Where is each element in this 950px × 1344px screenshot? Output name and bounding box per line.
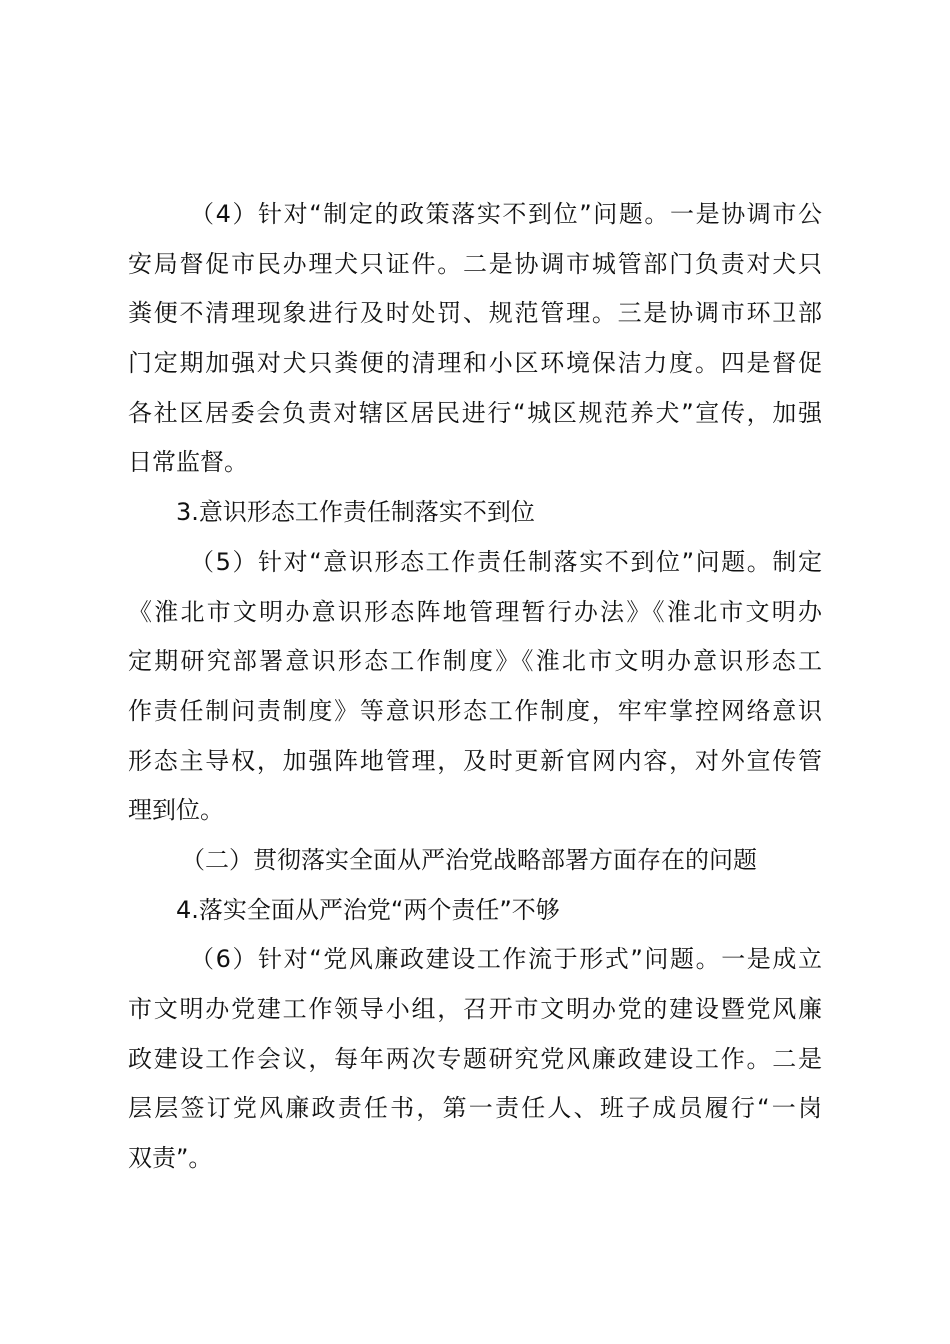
text-line: 门定期加强对犬只粪便的清理和小区环境保洁力度。四是督促 xyxy=(128,349,822,378)
text-line: 双责”。 xyxy=(128,1144,213,1173)
text-line: 市文明办党建工作领导小组，召开市文明办党的建设暨党风廉 xyxy=(128,995,822,1023)
text-line: 《淮北市文明办意识形态阵地管理暂行办法》《淮北市文明办 xyxy=(128,597,822,626)
section-heading-3 xyxy=(128,492,822,542)
text-line: 定期研究部署意识形态工作制度》《淮北市文明办意识形态工 xyxy=(128,647,822,676)
text-line: 日常监督。 xyxy=(128,448,248,477)
paragraph-item-4 xyxy=(128,194,822,492)
text-line: （6）针对“党风廉政建设工作流于形式”问题。一是成立 xyxy=(190,945,822,974)
paragraph-item-5 xyxy=(128,542,822,840)
text-line: 各社区居委会负责对辖区居民进行“城区规范养犬”宣传，加强 xyxy=(128,398,822,427)
text-line: 作责任制问责制度》等意识形态工作制度，牢牢掌控网络意识 xyxy=(128,696,822,725)
text-line: 粪便不清理现象进行及时处罚、规范管理。三是协调市环卫部 xyxy=(128,299,822,328)
text-line: 层层签订党风廉政责任书，第一责任人、班子成员履行“一岗 xyxy=(128,1094,822,1123)
text-line: （5）针对“意识形态工作责任制落实不到位”问题。制定 xyxy=(190,547,822,576)
document-body xyxy=(128,194,822,1188)
heading-text: （二）贯彻落实全面从严治党战略部署方面存在的问题 xyxy=(181,845,757,874)
heading-text: 4.落实全面从严治党“两个责任”不够 xyxy=(176,895,560,924)
text-line: 理到位。 xyxy=(128,796,224,825)
text-line: 政建设工作会议，每年两次专题研究党风廉政建设工作。二是 xyxy=(128,1044,822,1073)
text-line: 安局督促市民办理犬只证件。二是协调市城管部门负责对犬只 xyxy=(128,249,822,278)
text-line: （4）针对“制定的政策落实不到位”问题。一是协调市公 xyxy=(190,200,822,228)
heading-text: 3.意识形态工作责任制落实不到位 xyxy=(176,498,535,527)
text-line: 形态主导权，加强阵地管理，及时更新官网内容，对外宣传管 xyxy=(128,746,822,775)
paragraph-item-6 xyxy=(128,939,822,1187)
section-heading-4 xyxy=(128,890,822,940)
section-heading-2 xyxy=(128,840,822,890)
